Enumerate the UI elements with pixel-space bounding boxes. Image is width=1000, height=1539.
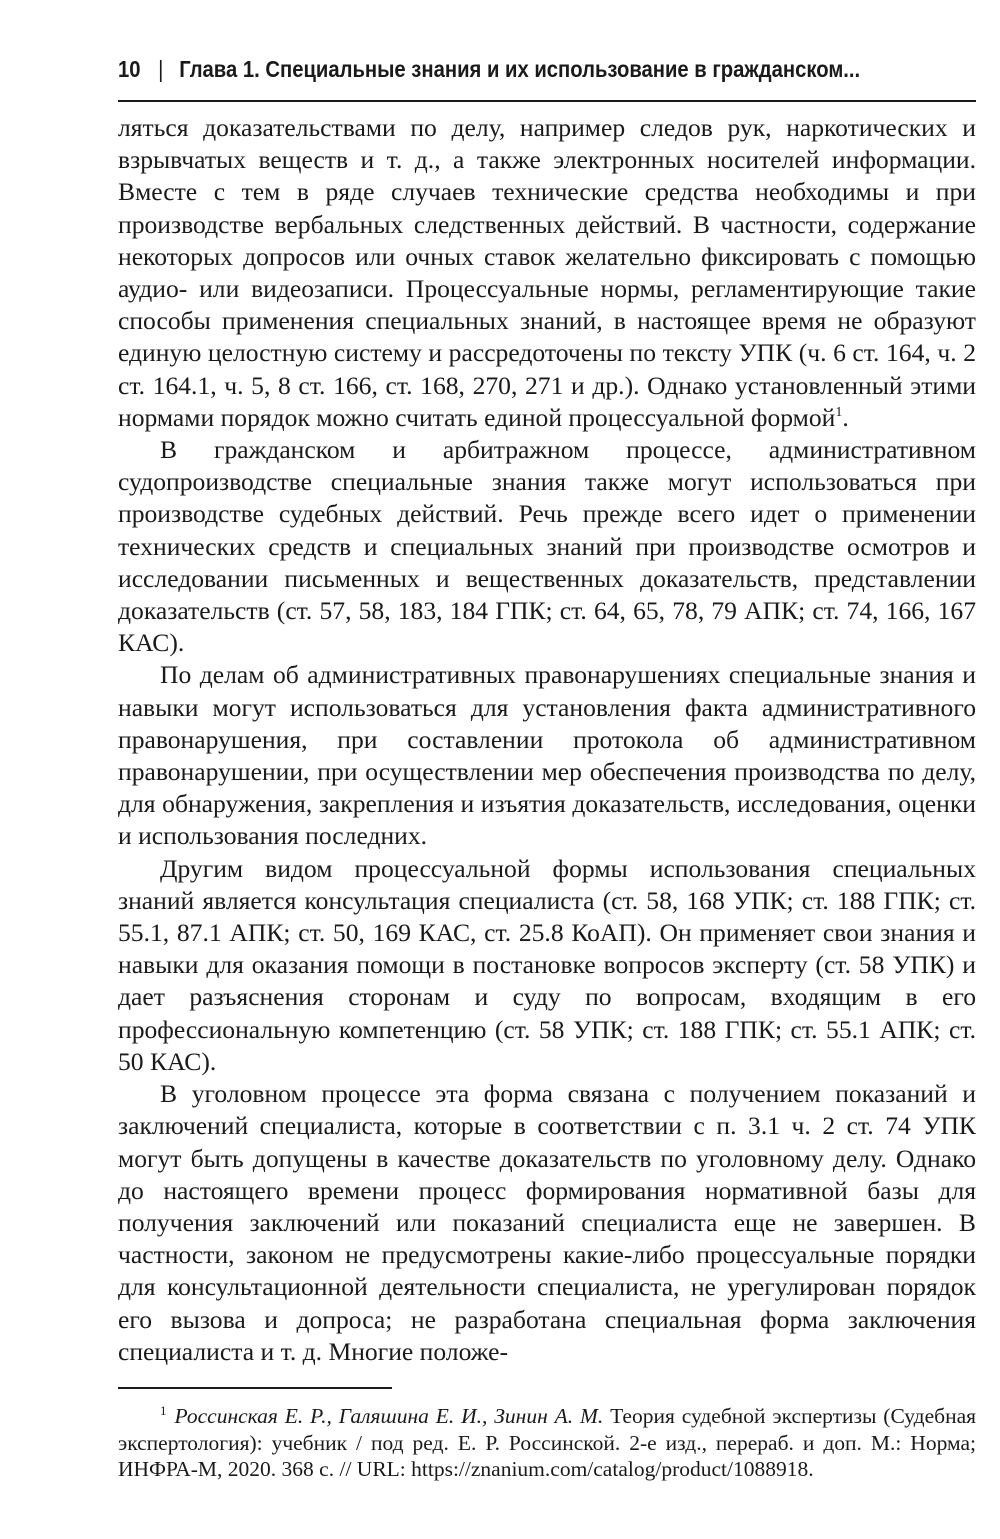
paragraph-1	[118, 112, 976, 434]
paragraph-5: В уголовном процессе эта форма связана с получением показаний и заключений специалиста, которые в соответствии с п. 3.1 ч. 2 ст. 74 УПК могут быть допущены в качестве доказательств по уголовному делу. Однако до настоящего времени процесс формирования нормативной базы для получения заключений или показаний специалиста еще не завершен. В частности, законом не предусмотрены какие-либо процессуальные порядки для консультационной деятельности специалиста, не урегулирован порядок его вызова и допроса; не разработана специальная форма заключения специалиста и т. д. Многие положе-	[118, 1079, 976, 1366]
paragraph-1-text: ляться доказательствами по делу, например следов рук, наркотических и взрывчатых веществ и т. д., а также электронных носителей информации. Вместе с тем в ряде случаев технические средства необходимы и при производстве вербальных следственных действий. В частности, содержание некоторых допросов или очных ставок желательно фиксировать с помощью аудио- или видеозаписи. Процессуальные нормы, регламентирующие такие способы применения специальных знаний, в настоящее время не образуют единую целостную систему и рассредоточены по тексту УПК (ч. 6 ст. 164, ч. 2 ст. 164.1, ч. 5, 8 ст. 166, ст. 168, 270, 271 и др.). Однако установленный этими нормами порядок можно считать единой процессуальной формой	[118, 113, 976, 432]
footnote	[118, 1398, 976, 1483]
running-header	[118, 56, 976, 102]
footnote-mark: 1	[160, 1403, 167, 1418]
footnote-ref[interactable]: 1	[835, 404, 843, 420]
footnote-authors: Россинская Е. Р., Галяшина Е. И., Зинин А. М.	[174, 1404, 604, 1428]
paragraph-1-tail: .	[842, 402, 849, 432]
page-number: 10	[118, 56, 141, 82]
footnote-divider	[118, 1387, 392, 1389]
header-separator: |	[158, 56, 164, 82]
main-text	[118, 112, 976, 1368]
footnote-text: Теория судебной экспертизы (Судебная экспертология): учебник / под ред. Е. Р. Россинской. 2-е изд., перераб. и доп. М.: Норма; ИНФРА-М, 2020. 368 с. // URL: https://znanium.com/catalog/product/1088918.	[118, 1404, 977, 1481]
paragraph-4: Другим видом процессуальной формы использования специальных знаний является консультация специалиста (ст. 58, 168 УПК; ст. 188 ГПК; ст. 55.1, 87.1 АПК; ст. 50, 169 КАС, ст. 25.8 КоАП). Он применяет свои знания и навыки для оказания помощи в постановке вопросов эксперту (ст. 58 УПК) и дает разъяснения сторонам и суду по вопросам, входящим в его профессиональную компетенцию (ст. 58 УПК; ст. 188 ГПК; ст. 55.1 АПК; ст. 50 КАС).	[118, 853, 976, 1076]
paragraph-2: В гражданском и арбитражном процессе, административном судопроизводстве специальные знания также могут использоваться при производстве судебных действий. Речь прежде всего идет о применении технических средств и специальных знаний при производстве осмотров и исследовании письменных и вещественных доказательств, представлении доказательств (ст. 57, 58, 183, 184 ГПК; ст. 64, 65, 78, 79 АПК; ст. 74, 166, 167 КАС).	[118, 435, 976, 658]
paragraph-3: По делам об административных правонарушениях специальные знания и навыки могут использоваться для установления факта административного правонарушения, при составлении протокола об административном правонарушении, при осуществлении мер обеспечения производства по делу, для обнаружения, закрепления и изъятия доказательств, исследования, оценки и использования последних.	[118, 660, 976, 851]
chapter-title: Глава 1. Специальные знания и их использование в гражданском...	[179, 56, 861, 82]
